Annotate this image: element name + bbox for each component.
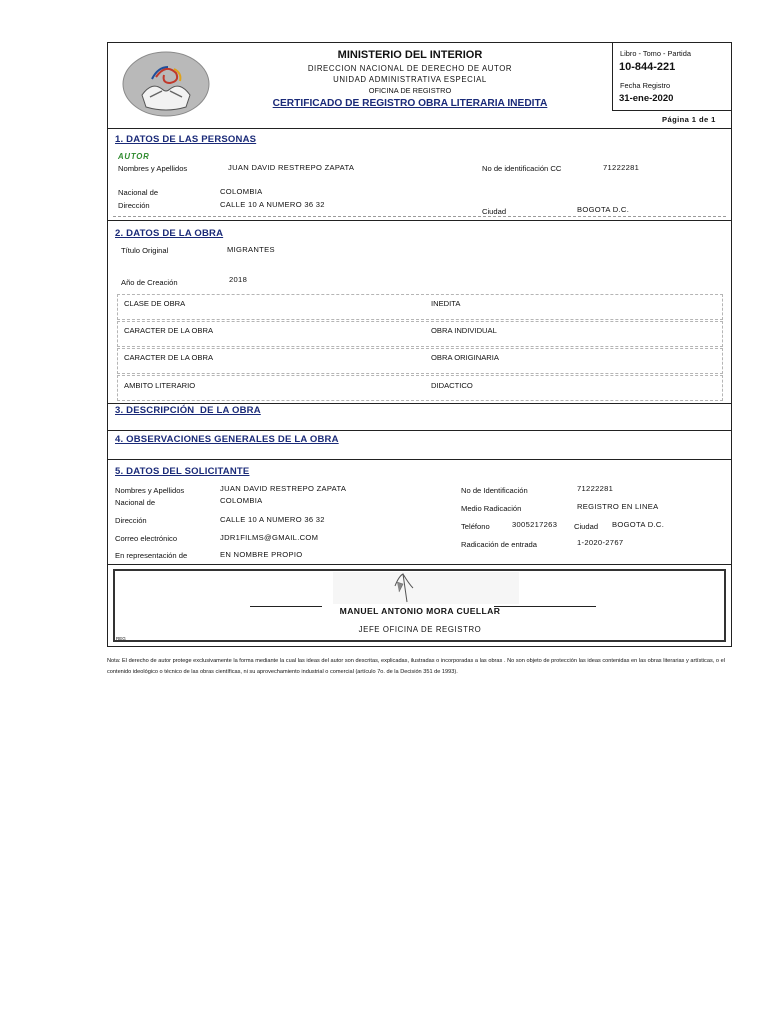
solicitante-nombres-value: JUAN DAVID RESTREPO ZAPATA bbox=[220, 484, 347, 493]
header-bottom-line bbox=[107, 128, 732, 129]
certificate-title: CERTIFICADO DE REGISTRO OBRA LITERARIA INEDITA bbox=[272, 98, 548, 109]
solicitante-telefono-label: Teléfono bbox=[461, 522, 490, 531]
solicitante-medio-label: Medio Radicación bbox=[461, 504, 522, 513]
obra-row-label: CARACTER DE LA OBRA bbox=[124, 353, 214, 362]
anio-creacion-label: Año de Creación bbox=[121, 278, 178, 287]
titulo-original-value: MIGRANTES bbox=[227, 245, 275, 254]
persona-ciudad-value: BOGOTA D.C. bbox=[577, 205, 630, 214]
obra-row-value: DIDACTICO bbox=[431, 381, 473, 390]
page-number: Página 1 de 1 bbox=[662, 115, 716, 124]
section-observaciones-title: 4. OBSERVACIONES GENERALES DE LA OBRA bbox=[115, 434, 339, 445]
solicitante-direccion-label: Dirección bbox=[115, 516, 147, 525]
solicitante-telefono-value: 3005217263 bbox=[512, 520, 558, 529]
fecha-value: 31-ene-2020 bbox=[619, 93, 674, 104]
persona-direccion-value: CALLE 10 A NUMERO 36 32 bbox=[220, 200, 325, 209]
solicitante-nombres-label: Nombres y Apellidos bbox=[115, 486, 185, 495]
ministry-name: MINISTERIO DEL INTERIOR bbox=[337, 49, 483, 61]
solicitante-radicacion-label: Radicación de entrada bbox=[461, 540, 537, 549]
header-divider-horizontal bbox=[612, 110, 732, 111]
obra-row-box bbox=[117, 294, 723, 320]
solicitante-direccion-value: CALLE 10 A NUMERO 36 32 bbox=[220, 515, 325, 524]
anio-creacion-value: 2018 bbox=[229, 275, 248, 284]
unit-name: UNIDAD ADMINISTRATIVA ESPECIAL bbox=[333, 75, 487, 84]
solicitante-ciudad-label: Ciudad bbox=[574, 522, 599, 531]
obra-row-value: OBRA ORIGINARIA bbox=[431, 353, 499, 362]
solicitante-representacion-value: EN NOMBRE PROPIO bbox=[220, 550, 303, 559]
persona-nombres-value: JUAN DAVID RESTREPO ZAPATA bbox=[228, 163, 355, 172]
libro-label: Libro - Tomo - Partida bbox=[620, 49, 691, 58]
section-obra-title: 2. DATOS DE LA OBRA bbox=[115, 228, 224, 239]
libro-value: 10-844-221 bbox=[619, 61, 676, 73]
section-5-bottom-line bbox=[107, 564, 732, 565]
direction-name: DIRECCION NACIONAL DE DERECHO DE AUTOR bbox=[307, 64, 513, 73]
section-2-bottom-line bbox=[107, 403, 732, 404]
solicitante-representacion-label: En representación de bbox=[115, 551, 188, 560]
section-4-bottom-line bbox=[107, 459, 732, 460]
solicitante-ciudad-value: BOGOTA D.C. bbox=[612, 520, 665, 529]
solicitante-correo-label: Correo electrónico bbox=[115, 534, 178, 543]
section-descripcion-title: 3. DESCRIPCIÓN DE LA OBRA bbox=[115, 405, 261, 416]
persona-nacional-value: COLOMBIA bbox=[220, 187, 263, 196]
office-name: OFICINA DE REGISTRO bbox=[368, 86, 452, 95]
section-personas-title: 1. DATOS DE LAS PERSONAS bbox=[115, 134, 257, 145]
signer-role: JEFE OFICINA DE REGISTRO bbox=[358, 625, 482, 634]
signature-image bbox=[333, 572, 519, 604]
ministry-logo-icon bbox=[122, 51, 210, 117]
persona-ciudad-label: Ciudad bbox=[482, 207, 507, 216]
solicitante-nacional-value: COLOMBIA bbox=[220, 496, 263, 505]
section-3-bottom-line bbox=[107, 430, 732, 431]
legal-note: Nota: El derecho de autor protege exclusivamente la forma mediante la cual las ideas del autor son descritas, explicadas, ilustradas o incorporadas a las obras . No son objeto de protección las ideas contenidas en las obras literarias y artísticas, o el contenido ideológico o técnico de las obras científicas, ni su aprovechamiento industrial o comercial (artículo 7o. de la Decisión 351 de 1993). bbox=[107, 658, 725, 675]
solicitante-medio-value: REGISTRO EN LINEA bbox=[577, 502, 659, 511]
header-divider-vertical bbox=[612, 42, 613, 110]
personas-dashed-line bbox=[113, 216, 726, 217]
obra-row-box bbox=[117, 375, 723, 401]
autor-label: AUTOR bbox=[118, 152, 150, 161]
obra-row-value: INEDITA bbox=[431, 299, 461, 308]
persona-direccion-label: Dirección bbox=[118, 201, 150, 210]
persona-nacional-label: Nacional de bbox=[118, 188, 159, 197]
solicitante-id-value: 71222281 bbox=[577, 484, 614, 493]
persona-nombres-label: Nombres y Apellidos bbox=[118, 164, 188, 173]
fecha-label: Fecha Registro bbox=[620, 81, 671, 90]
solicitante-radicacion-value: 1-2020-2767 bbox=[577, 538, 624, 547]
section-1-bottom-line bbox=[107, 220, 732, 221]
solicitante-nacional-label: Nacional de bbox=[115, 498, 156, 507]
section-solicitante-title: 5. DATOS DEL SOLICITANTE bbox=[115, 466, 250, 477]
obra-row-label: CLASE DE OBRA bbox=[124, 299, 186, 308]
persona-id-label: No de identificación CC bbox=[482, 164, 562, 173]
titulo-original-label: Título Original bbox=[121, 246, 169, 255]
obra-row-label: AMBITO LITERARIO bbox=[124, 381, 196, 390]
persona-id-value: 71222281 bbox=[603, 163, 640, 172]
solicitante-correo-value: JDR1FILMS@GMAIL.COM bbox=[220, 533, 319, 542]
obra-row-label: CARACTER DE LA OBRA bbox=[124, 326, 214, 335]
solicitante-id-label: No de Identificación bbox=[461, 486, 528, 495]
obra-row-value: OBRA INDIVIDUAL bbox=[431, 326, 497, 335]
signer-name: MANUEL ANTONIO MORA CUELLAR bbox=[339, 606, 501, 616]
document-code: REG bbox=[116, 636, 126, 641]
